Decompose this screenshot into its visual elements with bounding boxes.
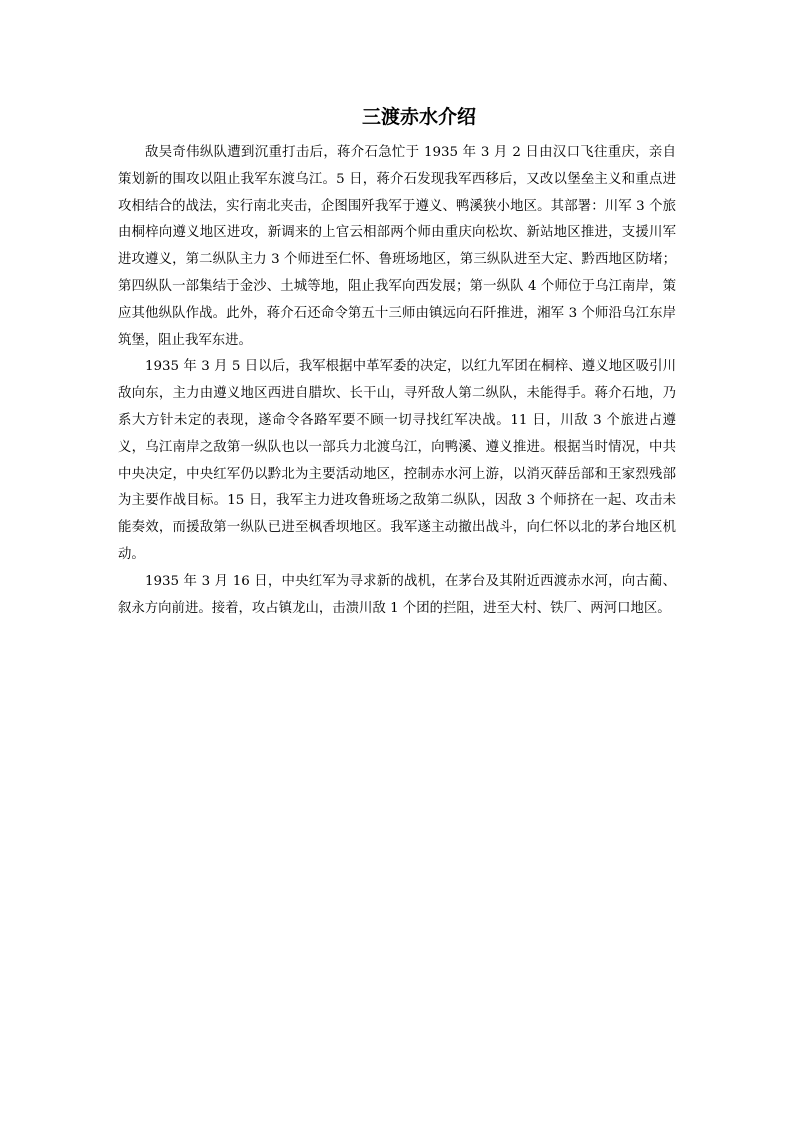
document-body bbox=[118, 140, 676, 622]
document-title: 三渡赤水介绍 bbox=[361, 106, 476, 128]
paragraph-1: 敌吴奇伟纵队遭到沉重打击后，蒋介石急忙于 1935 年 3 月 2 日由汉口飞往重庆，亲自策划新的围攻以阻止我军东渡乌江。5 日，蒋介石发现我军西移后，又改以堡垒主义和重点进攻相结合的战法，实行南北夹击，企图围歼我军于遵义、鸭溪狭小地区。其部署：川军 3 个旅由桐梓向遵义地区进攻，新调来的上官云相部两个师由重庆向松坎、新站地区推进，支援川军进攻遵义，第二纵队主力 3 个师进至仁怀、鲁班场地区，第三纵队进至大定、黔西地区防堵；第四纵队一部集结于金沙、土城等地，阻止我军向西发展；第一纵队 4 个师位于乌江南岸，策应其他纵队作战。此外，蒋介石还命令第五十三师由镇远向石阡推进，湘军 3 个师沿乌江东岸筑堡，阻止我军东进。 bbox=[118, 145, 676, 348]
paragraph-2: 1935 年 3 月 5 日以后，我军根据中革军委的决定，以红九军团在桐梓、遵义地区吸引川敌向东，主力由遵义地区西进自腊坎、长干山，寻歼敌人第二纵队，未能得手。蒋介石地，乃系大方针未定的表现，遂命令各路军要不顾一切寻找红军决战。11 日，川敌 3 个旅进占遵义，乌江南岸之敌第一纵队也以一部兵力北渡乌江，向鸭溪、遵义推进。根据当时情况，中共中央决定，中央红军仍以黔北为主要活动地区，控制赤水河上游，以消灭薛岳部和王家烈残部为主要作战目标。15 日，我军主力进攻鲁班场之敌第二纵队，因敌 3 个师挤在一起、攻击未能奏效，而援敌第一纵队已进至枫香坝地区。我军遂主动撤出战斗，向仁怀以北的茅台地区机动。 bbox=[118, 359, 676, 562]
paragraph-3: 1935 年 3 月 16 日，中央红军为寻求新的战机，在茅台及其附近西渡赤水河，向古蔺、叙永方向前进。接着，攻占镇龙山，击溃川敌 1 个团的拦阻，进至大村、铁厂、两河口地区。 bbox=[118, 573, 676, 616]
